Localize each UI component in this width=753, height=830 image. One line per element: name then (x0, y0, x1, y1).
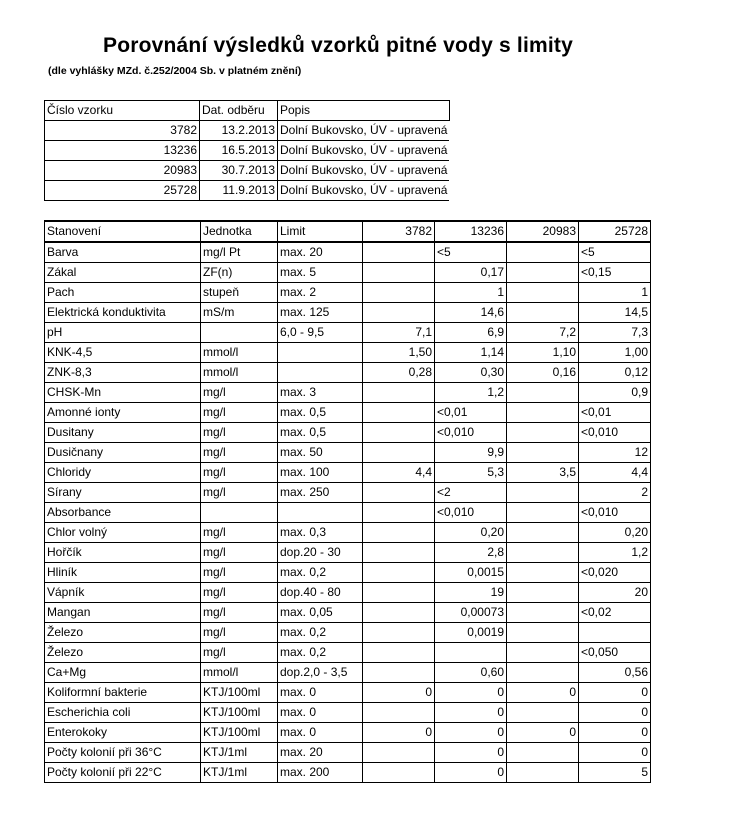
results-value-cell: 1,14 (435, 343, 507, 363)
results-value-cell: 3,5 (507, 463, 579, 483)
samples-cell: Dolní Bukovsko, ÚV - upravená (278, 161, 450, 181)
results-value-cell: 1,2 (579, 543, 651, 563)
results-value-cell: 19 (435, 583, 507, 603)
results-value-cell: 1,00 (579, 343, 651, 363)
results-value-cell (507, 283, 579, 303)
results-label-cell: max. 3 (278, 383, 363, 403)
results-value-cell (363, 263, 435, 283)
results-value-cell (363, 663, 435, 683)
results-value-cell: 0 (363, 683, 435, 703)
results-value-cell: <0,010 (435, 423, 507, 443)
results-value-cell (507, 303, 579, 323)
results-label-cell: dop.40 - 80 (278, 583, 363, 603)
results-label-cell: max. 5 (278, 263, 363, 283)
samples-row (45, 121, 450, 141)
results-value-cell (507, 242, 579, 263)
results-row (45, 242, 651, 263)
samples-header-cell: Číslo vzorku (45, 101, 200, 121)
results-value-cell (363, 383, 435, 403)
results-value-cell: 0 (579, 683, 651, 703)
samples-cell: 11.9.2013 (200, 181, 278, 201)
results-label-cell: dop.2,0 - 3,5 (278, 663, 363, 683)
results-value-cell: 7,2 (507, 323, 579, 343)
results-value-cell: 4,4 (579, 463, 651, 483)
results-label-cell: mg/l (201, 383, 278, 403)
samples-table (44, 100, 450, 201)
results-row (45, 623, 651, 643)
results-label-cell: Počty kolonií při 22°C (45, 763, 201, 783)
results-value-cell: 0,0019 (435, 623, 507, 643)
results-label-cell: Vápník (45, 583, 201, 603)
results-value-cell: <0,010 (435, 503, 507, 523)
results-header-cell: 20983 (507, 221, 579, 242)
results-value-cell: 0 (363, 723, 435, 743)
results-label-cell: mg/l (201, 483, 278, 503)
results-value-cell: 0,17 (435, 263, 507, 283)
results-label-cell: KTJ/100ml (201, 683, 278, 703)
results-label-cell: Chlor volný (45, 523, 201, 543)
results-header-row (45, 221, 651, 242)
results-label-cell: KTJ/1ml (201, 763, 278, 783)
results-row (45, 443, 651, 463)
results-label-cell: CHSK-Mn (45, 383, 201, 403)
results-value-cell (363, 443, 435, 463)
results-value-cell (507, 763, 579, 783)
results-label-cell: mg/l (201, 583, 278, 603)
results-row (45, 583, 651, 603)
results-label-cell: mg/l (201, 563, 278, 583)
results-row (45, 423, 651, 443)
results-label-cell: max. 250 (278, 483, 363, 503)
results-value-cell (507, 623, 579, 643)
results-value-cell: 0 (435, 763, 507, 783)
results-value-cell (363, 563, 435, 583)
results-value-cell: 7,1 (363, 323, 435, 343)
results-label-cell: pH (45, 323, 201, 343)
results-value-cell: 0,16 (507, 363, 579, 383)
results-value-cell: 0,00073 (435, 603, 507, 623)
results-label-cell: max. 20 (278, 743, 363, 763)
results-label-cell: mg/l (201, 423, 278, 443)
samples-header-cell: Popis (278, 101, 450, 121)
results-label-cell: mmol/l (201, 663, 278, 683)
results-value-cell: 0,20 (579, 523, 651, 543)
results-value-cell (363, 583, 435, 603)
results-label-cell: max. 0 (278, 703, 363, 723)
results-value-cell: <0,01 (579, 403, 651, 423)
results-value-cell: 14,6 (435, 303, 507, 323)
results-value-cell: 12 (579, 443, 651, 463)
results-label-cell: dop.20 - 30 (278, 543, 363, 563)
samples-cell: Dolní Bukovsko, ÚV - upravená (278, 181, 450, 201)
samples-cell: Dolní Bukovsko, ÚV - upravená (278, 121, 450, 141)
results-value-cell: <0,02 (579, 603, 651, 623)
results-value-cell: 14,5 (579, 303, 651, 323)
samples-row (45, 161, 450, 181)
results-value-cell: 9,9 (435, 443, 507, 463)
results-value-cell (363, 503, 435, 523)
results-row (45, 263, 651, 283)
results-value-cell (363, 303, 435, 323)
results-value-cell: 0,28 (363, 363, 435, 383)
results-header-cell: 3782 (363, 221, 435, 242)
results-label-cell: Železo (45, 623, 201, 643)
samples-cell: 16.5.2013 (200, 141, 278, 161)
results-label-cell: Barva (45, 242, 201, 263)
results-row (45, 503, 651, 523)
results-value-cell: 1,10 (507, 343, 579, 363)
results-value-cell: 7,3 (579, 323, 651, 343)
results-value-cell: <0,050 (579, 643, 651, 663)
results-label-cell: Chloridy (45, 463, 201, 483)
results-label-cell: mg/l (201, 623, 278, 643)
results-label-cell: mmol/l (201, 343, 278, 363)
results-label-cell: mg/l (201, 543, 278, 563)
results-value-cell (363, 242, 435, 263)
results-label-cell: KTJ/100ml (201, 723, 278, 743)
results-value-cell: 0 (435, 723, 507, 743)
samples-header-cell: Dat. odběru (200, 101, 278, 121)
results-label-cell: mg/l (201, 603, 278, 623)
results-value-cell: 1 (579, 283, 651, 303)
results-value-cell: <0,15 (579, 263, 651, 283)
samples-cell: 13236 (45, 141, 200, 161)
results-value-cell: 0 (435, 683, 507, 703)
page-title: Porovnání výsledků vzorků pitné vody s limity (103, 34, 573, 57)
results-row (45, 743, 651, 763)
results-row (45, 543, 651, 563)
results-value-cell (363, 483, 435, 503)
results-value-cell (507, 703, 579, 723)
results-label-cell: Sírany (45, 483, 201, 503)
results-header-cell: 25728 (579, 221, 651, 242)
results-label-cell: Escherichia coli (45, 703, 201, 723)
results-label-cell: Počty kolonií při 36°C (45, 743, 201, 763)
results-label-cell: max. 0,05 (278, 603, 363, 623)
results-label-cell: max. 0,5 (278, 423, 363, 443)
results-label-cell: Enterokoky (45, 723, 201, 743)
results-row (45, 523, 651, 543)
results-value-cell: 0 (435, 703, 507, 723)
results-value-cell (363, 283, 435, 303)
results-label-cell: max. 20 (278, 242, 363, 263)
results-value-cell: 0,60 (435, 663, 507, 683)
results-label-cell: Dusitany (45, 423, 201, 443)
results-header-cell: Jednotka (201, 221, 278, 242)
results-label-cell: ZNK-8,3 (45, 363, 201, 383)
results-value-cell: 0,0015 (435, 563, 507, 583)
results-value-cell: <5 (579, 242, 651, 263)
results-label-cell: ZF(n) (201, 263, 278, 283)
results-value-cell: 0 (435, 743, 507, 763)
results-row (45, 563, 651, 583)
results-label-cell: Železo (45, 643, 201, 663)
results-value-cell (507, 543, 579, 563)
results-value-cell (507, 423, 579, 443)
results-label-cell: Zákal (45, 263, 201, 283)
results-label-cell: KNK-4,5 (45, 343, 201, 363)
results-label-cell: max. 0,3 (278, 523, 363, 543)
results-value-cell (507, 603, 579, 623)
results-row (45, 343, 651, 363)
results-label-cell: max. 125 (278, 303, 363, 323)
results-label-cell: max. 2 (278, 283, 363, 303)
results-value-cell (363, 543, 435, 563)
results-value-cell: 0 (507, 683, 579, 703)
results-value-cell: 5 (579, 763, 651, 783)
results-value-cell (507, 403, 579, 423)
results-header-cell: 13236 (435, 221, 507, 242)
results-label-cell: mS/m (201, 303, 278, 323)
results-label-cell: Absorbance (45, 503, 201, 523)
results-value-cell (363, 763, 435, 783)
results-value-cell: <0,010 (579, 503, 651, 523)
results-label-cell: max. 0 (278, 683, 363, 703)
results-value-cell (507, 383, 579, 403)
results-value-cell (507, 443, 579, 463)
results-value-cell: 0,9 (579, 383, 651, 403)
results-label-cell: Mangan (45, 603, 201, 623)
results-value-cell (363, 523, 435, 543)
results-value-cell: 0 (507, 723, 579, 743)
results-row (45, 643, 651, 663)
results-label-cell: max. 0,5 (278, 403, 363, 423)
results-row (45, 763, 651, 783)
results-label-cell: Hořčík (45, 543, 201, 563)
results-label-cell: max. 200 (278, 763, 363, 783)
results-row (45, 603, 651, 623)
samples-row (45, 141, 450, 161)
results-value-cell: 20 (579, 583, 651, 603)
results-label-cell: mg/l Pt (201, 242, 278, 263)
results-label-cell (278, 503, 363, 523)
results-value-cell: 2,8 (435, 543, 507, 563)
results-value-cell (363, 423, 435, 443)
results-value-cell: <0,020 (579, 563, 651, 583)
results-label-cell: 6,0 - 9,5 (278, 323, 363, 343)
results-header-cell: Stanovení (45, 221, 201, 242)
results-row (45, 683, 651, 703)
results-label-cell: stupeň (201, 283, 278, 303)
results-label-cell (201, 323, 278, 343)
results-label-cell: mg/l (201, 523, 278, 543)
results-value-cell: 0,30 (435, 363, 507, 383)
results-label-cell: mmol/l (201, 363, 278, 383)
results-value-cell (507, 563, 579, 583)
results-value-cell: 6,9 (435, 323, 507, 343)
results-label-cell: max. 50 (278, 443, 363, 463)
results-value-cell: <0,01 (435, 403, 507, 423)
results-value-cell (435, 643, 507, 663)
samples-cell: Dolní Bukovsko, ÚV - upravená (278, 141, 450, 161)
results-value-cell: 0 (579, 723, 651, 743)
results-value-cell (507, 663, 579, 683)
results-row (45, 723, 651, 743)
results-label-cell (201, 503, 278, 523)
results-label-cell: max. 100 (278, 463, 363, 483)
results-value-cell (507, 263, 579, 283)
results-row (45, 663, 651, 683)
results-label-cell: KTJ/1ml (201, 743, 278, 763)
results-value-cell (507, 483, 579, 503)
results-value-cell: 0,20 (435, 523, 507, 543)
results-label-cell: mg/l (201, 403, 278, 423)
results-row (45, 463, 651, 483)
results-value-cell: <0,010 (579, 423, 651, 443)
results-value-cell: 2 (579, 483, 651, 503)
results-label-cell: mg/l (201, 643, 278, 663)
results-value-cell (579, 623, 651, 643)
results-value-cell (363, 403, 435, 423)
samples-cell: 20983 (45, 161, 200, 181)
page-subtitle: (dle vyhlášky MZd. č.252/2004 Sb. v platném znění) (48, 65, 302, 77)
results-label-cell: Amonné ionty (45, 403, 201, 423)
results-value-cell: 1,50 (363, 343, 435, 363)
results-label-cell: KTJ/100ml (201, 703, 278, 723)
results-value-cell: <2 (435, 483, 507, 503)
results-row (45, 383, 651, 403)
samples-cell: 3782 (45, 121, 200, 141)
results-value-cell: 5,3 (435, 463, 507, 483)
results-label-cell: Ca+Mg (45, 663, 201, 683)
results-row (45, 303, 651, 323)
results-value-cell (507, 583, 579, 603)
results-value-cell (507, 503, 579, 523)
results-value-cell (507, 523, 579, 543)
results-label-cell: mg/l (201, 443, 278, 463)
results-label-cell: Hliník (45, 563, 201, 583)
results-value-cell (363, 703, 435, 723)
results-label-cell: mg/l (201, 463, 278, 483)
samples-cell: 25728 (45, 181, 200, 201)
results-value-cell (363, 743, 435, 763)
results-label-cell: max. 0,2 (278, 563, 363, 583)
results-value-cell (363, 643, 435, 663)
results-label-cell (278, 343, 363, 363)
samples-header-row (45, 101, 450, 121)
results-value-cell: 0 (579, 703, 651, 723)
results-value-cell: 0 (579, 743, 651, 763)
results-value-cell (363, 603, 435, 623)
results-label-cell: Elektrická konduktivita (45, 303, 201, 323)
results-value-cell (507, 643, 579, 663)
results-header-cell: Limit (278, 221, 363, 242)
results-table (44, 220, 651, 783)
results-value-cell: 4,4 (363, 463, 435, 483)
results-label-cell: max. 0 (278, 723, 363, 743)
results-label-cell: max. 0,2 (278, 623, 363, 643)
results-row (45, 283, 651, 303)
results-value-cell: 0,56 (579, 663, 651, 683)
samples-cell: 30.7.2013 (200, 161, 278, 181)
results-row (45, 483, 651, 503)
results-row (45, 703, 651, 723)
results-label-cell: Dusičnany (45, 443, 201, 463)
results-value-cell (507, 743, 579, 763)
results-label-cell: Pach (45, 283, 201, 303)
results-label-cell: Koliformní bakterie (45, 683, 201, 703)
results-label-cell (278, 363, 363, 383)
results-row (45, 363, 651, 383)
results-row (45, 323, 651, 343)
samples-cell: 13.2.2013 (200, 121, 278, 141)
results-value-cell: 1,2 (435, 383, 507, 403)
samples-row (45, 181, 450, 201)
results-value-cell: <5 (435, 242, 507, 263)
results-row (45, 403, 651, 423)
results-value-cell (363, 623, 435, 643)
results-value-cell: 0,12 (579, 363, 651, 383)
results-value-cell: 1 (435, 283, 507, 303)
results-label-cell: max. 0,2 (278, 643, 363, 663)
